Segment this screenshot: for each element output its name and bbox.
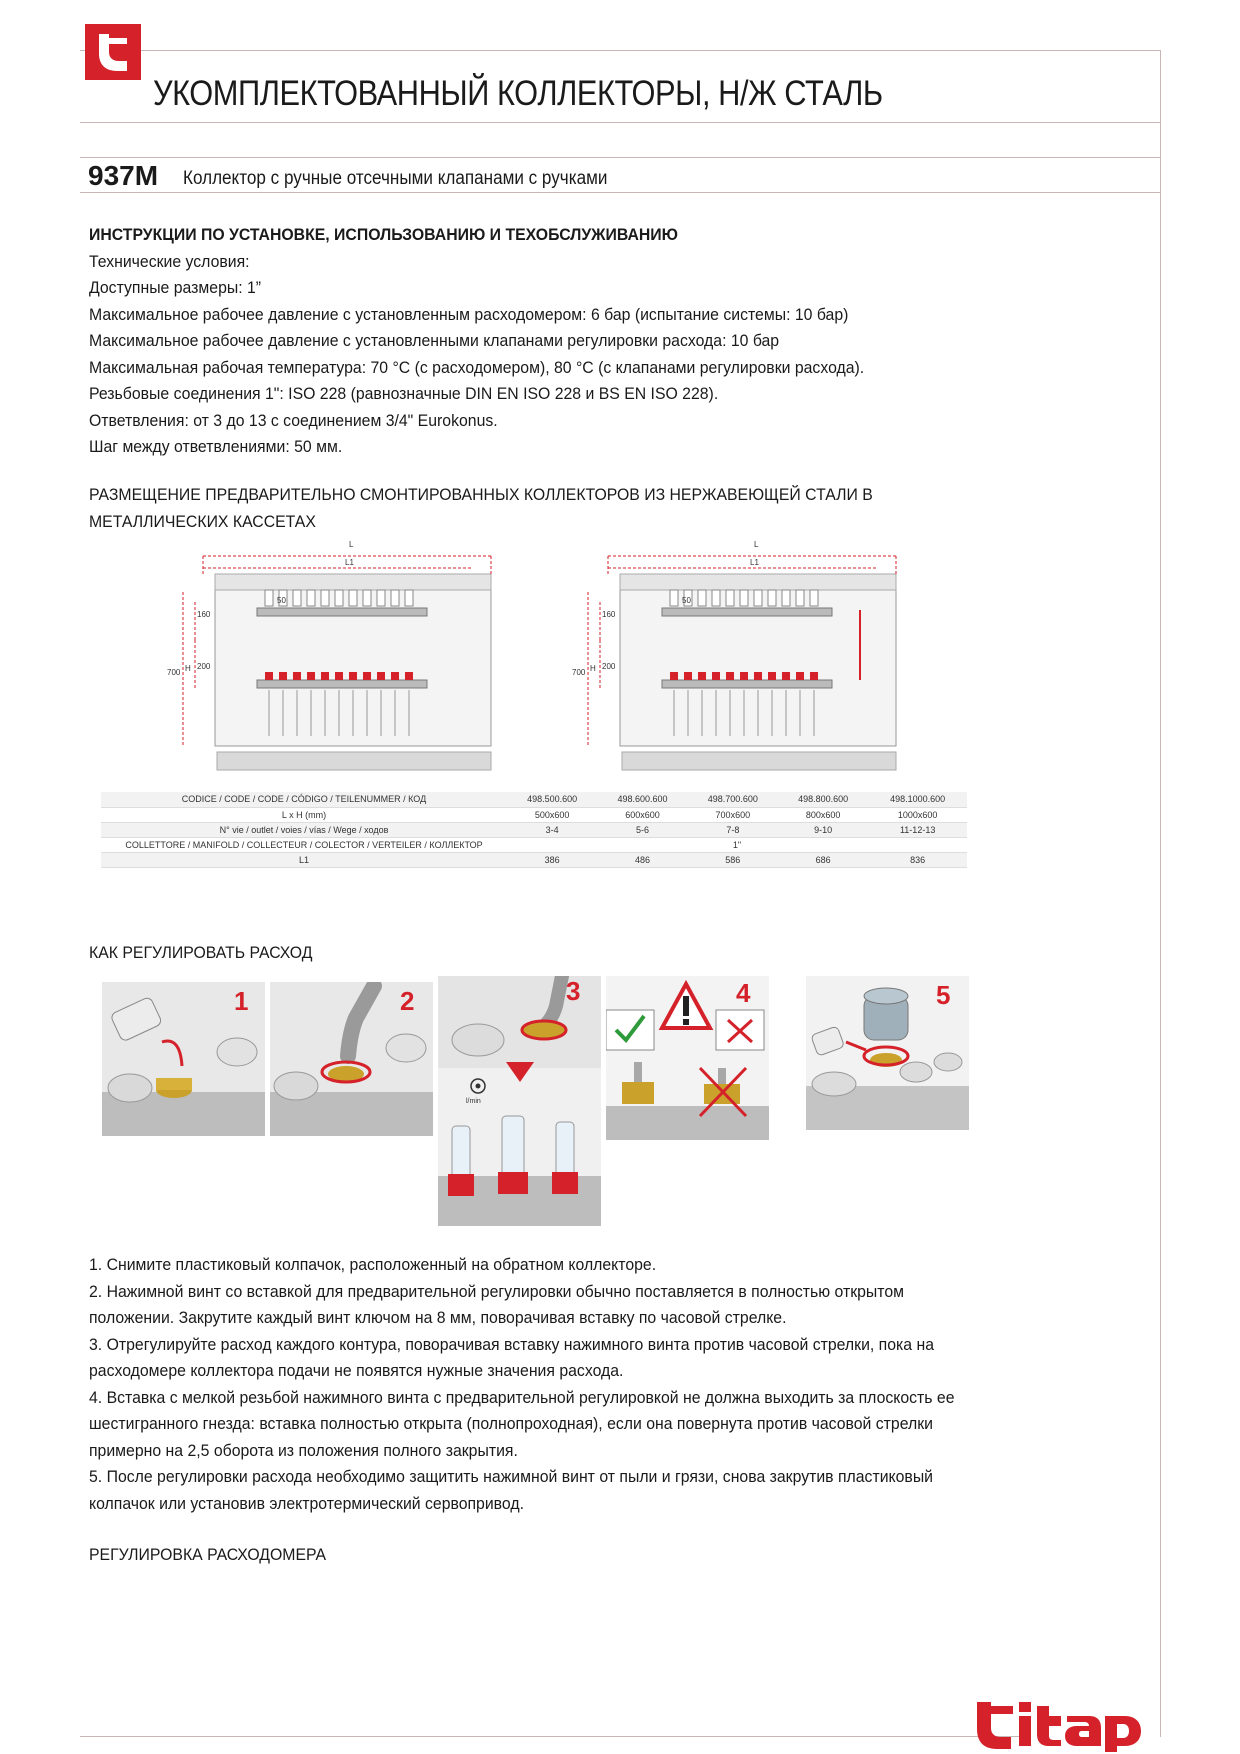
table-row <box>101 837 967 852</box>
step-2-photo <box>270 982 433 1136</box>
table-cell: 3-4 <box>507 822 597 837</box>
step-line: колпачок или установив электротермический сервопривод. <box>89 1493 524 1513</box>
itap-footer-logo <box>975 1694 1145 1754</box>
step-1-photo <box>102 982 265 1136</box>
cabinet-diagram-flowmeter <box>165 540 495 780</box>
frame-right-line <box>1160 50 1161 1737</box>
step-line: положении. Закрутите каждый винт ключом на 8 мм, поворачивая вставку по часовой стрелке. <box>89 1308 787 1327</box>
table-cell: 386 <box>507 852 597 867</box>
flowmeter-adjust-illustration <box>438 976 601 1226</box>
table-cell: 5-6 <box>597 822 687 837</box>
spec-table <box>101 792 967 868</box>
frame-bottom-line <box>80 1736 1020 1737</box>
dim-L1: L1 <box>750 558 759 567</box>
logo-icon <box>85 24 141 80</box>
table-cell: 836 <box>868 852 967 867</box>
table-cell: 600x600 <box>597 807 687 822</box>
tech-line: Доступные размеры: 1” <box>89 278 262 297</box>
tech-line: Максимальное рабочее давление с установленными клапанами регулировки расхода: 10 бар <box>89 331 780 350</box>
cabinet-diagram-valves <box>570 540 900 780</box>
model-code: 937M <box>88 160 159 191</box>
table-cell: 498.1000.600 <box>868 792 967 807</box>
table-row-label: COLLETTORE / MANIFOLD / COLLECTEUR / COLECTOR / VERTEILER / КОЛЛЕКТОР <box>101 837 507 852</box>
dim-L1: L1 <box>345 558 354 567</box>
step-line: 5. После регулировки расхода необходимо защитить нажимной винт от пыли и грязи, снова закрутив пластиковый <box>89 1467 934 1486</box>
table-cell: 498.500.600 <box>507 792 597 807</box>
step-line: примерно на 2,5 оборота из положения полного закрытия. <box>89 1440 518 1460</box>
table-cell: 9-10 <box>778 822 868 837</box>
table-cell: 1" <box>507 837 967 852</box>
dim-mid: 200 <box>602 662 616 671</box>
placement-section <box>89 482 1047 535</box>
step-number: 2 <box>400 986 415 1016</box>
dim-pitch: 50 <box>682 596 691 605</box>
dim-top: 160 <box>602 610 616 619</box>
step-line: 2. Нажимной винт со вставкой для предварительной регулировки обычно поставляется в полностью открытом <box>89 1281 905 1301</box>
tech-line: Максимальная рабочая температура: 70 °C (с расходомером), 80 °C (с клапанами регулировки расхода). <box>89 357 865 377</box>
table-row-label: CODICE / CODE / CODE / CÓDIGO / TEILENUMMER / КОД <box>101 792 507 807</box>
flow-unit: l/min <box>466 1098 481 1105</box>
flowmeter-heading: РЕГУЛИРОВКА РАСХОДОМЕРА <box>89 1545 327 1564</box>
table-cell: 1000x600 <box>868 807 967 822</box>
frame-top-line <box>80 50 1161 51</box>
dim-height: 700 <box>572 668 586 677</box>
model-bottom-divider <box>80 192 1161 193</box>
table-row-label: L x H (mm) <box>101 807 507 822</box>
flow-section <box>89 940 1047 967</box>
step-line: 4. Вставка с мелкой резьбой нажимного винта с предварительной регулировкой не должна выходить за плоскость ее <box>89 1387 955 1407</box>
step-number: 4 <box>736 978 751 1008</box>
dim-mid: 200 <box>197 662 211 671</box>
placement-heading-cont: МЕТАЛЛИЧЕСКИХ КАССЕТАХ <box>89 511 316 531</box>
tech-line: Максимальное рабочее давление с установленным расходомером: 6 бар (испытание системы: 10 бар) <box>89 304 849 324</box>
table-cell: 7-8 <box>688 822 778 837</box>
cabinet-drawing <box>165 540 495 780</box>
instructions-section <box>89 222 1047 461</box>
table-row <box>101 822 967 837</box>
tech-line: Резьбовые соединения 1": ISO 228 (равнозначные DIN EN ISO 228 и BS EN ISO 228). <box>89 384 719 403</box>
step-line: 3. Отрегулируйте расход каждого контура, поворачивая вставку нажимного винта против часовой стрелки, пока на <box>89 1334 935 1354</box>
step-4-photo <box>606 976 769 1140</box>
table-cell: 686 <box>778 852 868 867</box>
dim-L: L <box>754 540 759 549</box>
itap-logo-icon <box>975 1694 1145 1752</box>
step-5-photo <box>806 976 969 1130</box>
table-cell: 498.700.600 <box>688 792 778 807</box>
table-cell: 700x600 <box>688 807 778 822</box>
table-cell: 486 <box>597 852 687 867</box>
placement-heading: РАЗМЕЩЕНИЕ ПРЕДВАРИТЕЛЬНО СМОНТИРОВАННЫХ КОЛЛЕКТОРОВ ИЗ НЕРЖАВЕЮЩЕЙ СТАЛИ В <box>89 485 873 504</box>
dim-L: L <box>349 540 354 549</box>
table-cell: 498.600.600 <box>597 792 687 807</box>
table-row <box>101 807 967 822</box>
dim-height: 700 <box>167 668 181 677</box>
tech-line: Технические условия: <box>89 251 250 271</box>
steps-section <box>89 1252 1047 1517</box>
step-line: шестигранного гнезда: вставка полностью открыта (полнопроходная), если она повернута против часовой стрелки <box>89 1414 933 1433</box>
table-cell: 800x600 <box>778 807 868 822</box>
model-top-divider <box>80 157 1161 158</box>
dim-top: 160 <box>197 610 211 619</box>
cabinet-drawing <box>570 540 900 780</box>
step-3-photo <box>438 976 601 1226</box>
table-row-label: L1 <box>101 852 507 867</box>
tech-line: Ответвления: от 3 до 13 с соединением 3/4" Eurokonus. <box>89 410 498 430</box>
title-divider <box>80 122 1161 123</box>
flowmeter-section <box>89 1542 1047 1569</box>
table-cell: 498.800.600 <box>778 792 868 807</box>
dim-H: H <box>185 664 191 673</box>
flow-heading: КАК РЕГУЛИРОВАТЬ РАСХОД <box>89 943 313 962</box>
page-title: УКОМПЛЕКТОВАННЫЙ КОЛЛЕКТОРЫ, Н/Ж СТАЛЬ <box>153 74 883 113</box>
step-number: 5 <box>936 980 951 1010</box>
dim-H: H <box>590 664 596 673</box>
step-number: 1 <box>234 986 249 1016</box>
table-cell: 500x600 <box>507 807 597 822</box>
table-row-label: N° vie / outlet / voies / vías / Wege / ходов <box>101 822 507 837</box>
itap-logo-mark <box>85 24 141 80</box>
table-cell: 586 <box>688 852 778 867</box>
table-row <box>101 792 967 807</box>
model-description: Коллектор с ручные отсечными клапанами с ручками <box>183 168 608 189</box>
tech-line: Шаг между ответвлениями: 50 мм. <box>89 437 343 456</box>
table-row <box>101 852 967 867</box>
instructions-heading: ИНСТРУКЦИИ ПО УСТАНОВКЕ, ИСПОЛЬЗОВАНИЮ И ТЕХОБСЛУЖИВАНИЮ <box>89 225 678 244</box>
dim-pitch: 50 <box>277 596 286 605</box>
step-line: 1. Снимите пластиковый колпачок, расположенный на обратном коллекторе. <box>89 1255 657 1274</box>
step-number: 3 <box>566 976 581 1006</box>
step-line: расходомере коллектора подачи не появятся нужные значения расхода. <box>89 1361 624 1380</box>
table-cell: 11-12-13 <box>868 822 967 837</box>
